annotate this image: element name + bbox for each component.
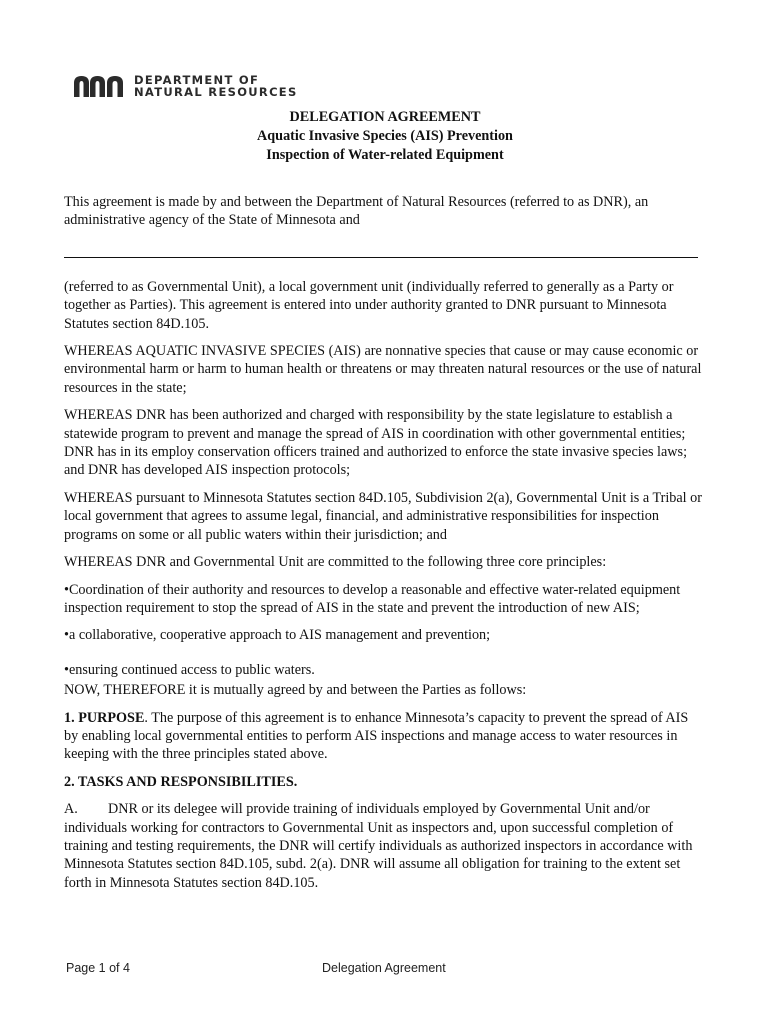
item-a-label: A. xyxy=(64,801,78,818)
document-body xyxy=(64,193,704,892)
bullet-text-1: Coordination of their authority and resources to develop a reasonable and effective water-related equipment inspection requirement to stop the spread of AIS in the state and prevent the introduction of new AIS; xyxy=(64,581,681,616)
document-titles xyxy=(0,108,770,165)
logo-line-2: NATURAL RESOURCES xyxy=(134,85,298,99)
item-a-text: DNR or its delegee will provide training of individuals employed by Governmental Unit and/or individuals working for contractors to Governmental Unit as inspectors and, upon successful completion of training and testing requirements, the DNR will certify individuals as authorized inspectors in accordance with Minnesota Statutes section 84D.105, subd. 2(a). DNR will assume all obligation for training to the extent set forth in Minnesota Statutes section 84D.105. xyxy=(64,801,693,891)
bullet-icon: • xyxy=(64,661,69,678)
referred-paragraph: (referred to as Governmental Unit), a local government unit (individually referred to generally as a Party or together as Parties). This agreement is entered into under authority granted to DNR pursuant to Minnesota Statutes section 84D.105. xyxy=(64,278,674,332)
purpose-heading: 1. PURPOSE xyxy=(64,709,145,726)
logo-line-1: DEPARTMENT OF xyxy=(134,73,260,87)
whereas-paragraph-2: WHEREAS DNR has been authorized and charged with responsibility by the state legislature to establish a statewide program to prevent and manage the spread of AIS in coordination with other governmental entities; DNR has in its employ conservation officers trained and authorized to enforce the state invasive species laws; and DNR has developed AIS inspection protocols; xyxy=(64,407,688,479)
bullet-item-3 xyxy=(64,661,704,679)
purpose-paragraph xyxy=(64,709,704,764)
dnr-logo xyxy=(72,74,298,98)
governmental-unit-blank-line xyxy=(64,256,698,258)
bullet-item-1 xyxy=(64,581,704,618)
tasks-heading: 2. TASKS AND RESPONSIBILITIES. xyxy=(64,773,298,790)
whereas-paragraph-3: WHEREAS pursuant to Minnesota Statutes section 84D.105, Subdivision 2(a), Governmental Unit is a Tribal or local government that agrees to assume legal, financial, and administrative responsibilities for inspection programs on some or all public waters within their jurisdiction; and xyxy=(64,489,702,543)
bullet-icon: • xyxy=(64,627,69,644)
whereas-paragraph-4: WHEREAS DNR and Governmental Unit are committed to the following three core principles: xyxy=(64,554,607,571)
bullet-icon: • xyxy=(64,581,69,598)
document-subtitle-2: Inspection of Water-related Equipment xyxy=(266,147,504,163)
now-therefore-paragraph: NOW, THEREFORE it is mutually agreed by and between the Parties as follows: xyxy=(64,682,527,699)
mn-logo-icon xyxy=(72,74,128,98)
document-title: DELEGATION AGREEMENT xyxy=(289,109,481,125)
item-a-paragraph xyxy=(64,800,704,892)
purpose-text: . The purpose of this agreement is to enhance Minnesota’s capacity to prevent the spread of AIS by enabling local governmental entities to perform AIS inspections and manage access to water resources in keeping with the three principles stated above. xyxy=(64,709,689,763)
whereas-paragraph-1: WHEREAS AQUATIC INVASIVE SPECIES (AIS) are nonnative species that cause or may cause economic or environmental harm or harm to human health or threatens or may threaten natural resources or the use of natural resources in the state; xyxy=(64,343,702,396)
footer-document-name: Delegation Agreement xyxy=(322,961,446,975)
bullet-item-2 xyxy=(64,626,704,644)
intro-paragraph: This agreement is made by and between the Department of Natural Resources (referred to as DNR), an administrative agency of the State of Minnesota and xyxy=(64,194,649,229)
page-number: Page 1 of 4 xyxy=(66,961,130,975)
document-subtitle-1: Aquatic Invasive Species (AIS) Prevention xyxy=(257,128,513,144)
bullet-text-2: a collaborative, cooperative approach to AIS management and prevention; xyxy=(68,627,491,644)
bullet-text-3: ensuring continued access to public waters. xyxy=(68,661,315,678)
logo-wordmark xyxy=(134,74,298,98)
